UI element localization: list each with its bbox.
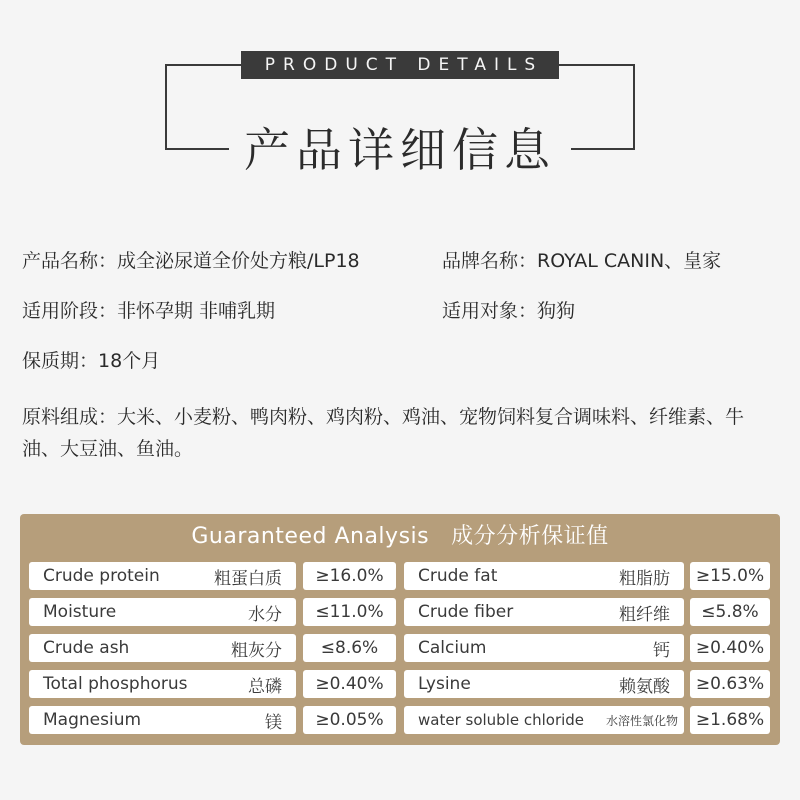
analysis-title: [20, 519, 780, 550]
brand-row: [442, 246, 721, 273]
nutrient-en: Calcium: [418, 638, 487, 658]
nutrient-value-cell: ≤8.6%: [303, 634, 396, 662]
nutrient-zh: 粗纤维: [619, 604, 670, 625]
stage-value: 非怀孕期 非哺乳期: [117, 300, 276, 322]
nutrient-name-cell: [29, 706, 296, 734]
brand-value: ROYAL CANIN、皇家: [537, 250, 722, 272]
nutrient-zh: 总磷: [248, 676, 282, 697]
shelf-life-value: 18个月: [98, 350, 161, 372]
nutrient-value-cell: ≥1.68%: [690, 706, 770, 734]
nutrient-value-cell: ≥0.63%: [690, 670, 770, 698]
nutrient-zh: 粗脂肪: [619, 568, 670, 589]
nutrient-en: Lysine: [418, 674, 471, 694]
nutrient-name-cell: [29, 634, 296, 662]
nutrient-en: Crude ash: [43, 638, 130, 658]
nutrient-value-cell: ≥16.0%: [303, 562, 396, 590]
nutrient-en: Moisture: [43, 602, 117, 622]
nutrient-value-cell: ≥15.0%: [690, 562, 770, 590]
product-name-row: [22, 246, 360, 273]
nutrient-name-cell: [404, 634, 684, 662]
header-tag: PRODUCT DETAILS: [241, 51, 559, 79]
ingredients-value: 大米、小麦粉、鸭肉粉、鸡肉粉、鸡油、宠物饲料复合调味料、纤维素、牛油、大豆油、鱼油。: [22, 406, 745, 460]
nutrient-zh: 粗灰分: [231, 640, 282, 661]
shelf-life-row: [22, 346, 160, 373]
analysis-title-en: Guaranteed Analysis: [191, 524, 430, 549]
nutrient-en: Crude protein: [43, 566, 160, 586]
target-value: 狗狗: [537, 300, 576, 322]
nutrient-zh: 水溶性氯化物: [605, 713, 678, 728]
stage-row: [22, 296, 275, 323]
page-title-text: 产品详细信息: [234, 123, 566, 177]
product-name-label: 产品名称：: [22, 250, 118, 272]
nutrient-value-cell: ≥0.05%: [303, 706, 396, 734]
nutrient-value-cell: ≤5.8%: [690, 598, 770, 626]
nutrient-value-cell: ≤11.0%: [303, 598, 396, 626]
nutrient-name-cell: [404, 706, 684, 734]
target-label: 适用对象：: [442, 300, 538, 322]
nutrient-zh: 钙: [653, 640, 670, 661]
product-name-value: 成全泌尿道全价处方粮/LP18: [117, 250, 360, 272]
page-title: [165, 114, 635, 180]
nutrient-en: Total phosphorus: [43, 674, 188, 694]
nutrient-name-cell: [404, 670, 684, 698]
nutrient-en: Crude fiber: [418, 602, 514, 622]
nutrient-name-cell: [29, 562, 296, 590]
guaranteed-analysis-panel: [20, 514, 780, 745]
stage-label: 适用阶段：: [22, 300, 118, 322]
nutrient-en: Crude fat: [418, 566, 498, 586]
nutrient-value-cell: ≥0.40%: [303, 670, 396, 698]
target-row: [442, 296, 575, 323]
nutrient-en: water soluble chloride: [418, 711, 585, 729]
nutrient-name-cell: [29, 670, 296, 698]
analysis-title-zh: 成分分析保证值: [451, 524, 609, 549]
brand-label: 品牌名称：: [442, 250, 538, 272]
nutrient-value-cell: ≥0.40%: [690, 634, 770, 662]
nutrient-name-cell: [404, 562, 684, 590]
nutrient-zh: 赖氨酸: [619, 676, 670, 697]
nutrient-name-cell: [29, 598, 296, 626]
nutrient-zh: 镁: [265, 712, 282, 733]
nutrient-name-cell: [404, 598, 684, 626]
nutrient-zh: 水分: [248, 604, 282, 625]
nutrient-zh: 粗蛋白质: [214, 568, 282, 589]
ingredients-label: 原料组成：: [22, 406, 118, 428]
shelf-life-label: 保质期：: [22, 350, 99, 372]
ingredients-row: [22, 401, 782, 465]
nutrient-en: Magnesium: [43, 710, 142, 730]
